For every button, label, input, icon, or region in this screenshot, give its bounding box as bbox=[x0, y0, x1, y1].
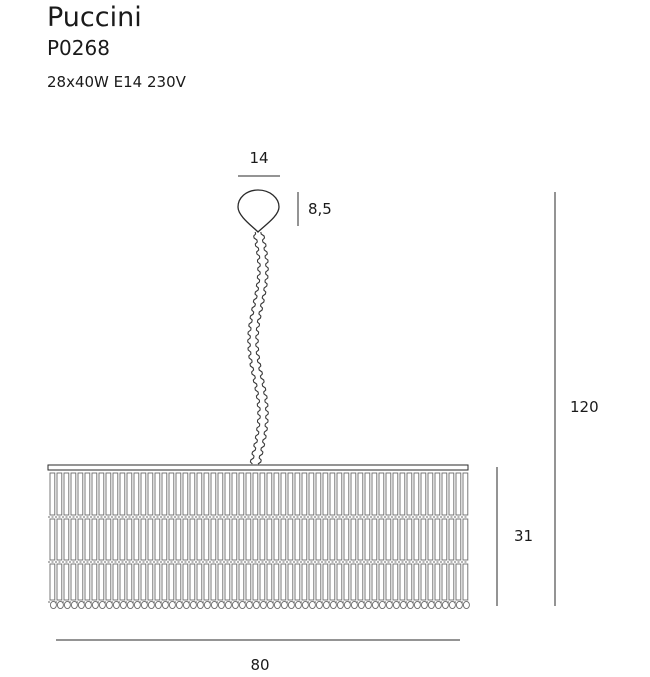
crystal-bar bbox=[414, 473, 419, 515]
crystal-drop bbox=[57, 601, 63, 608]
crystal-bar bbox=[295, 473, 300, 515]
crystal-drop bbox=[260, 601, 266, 608]
crystal-bar bbox=[92, 564, 97, 600]
crystal-drop bbox=[379, 601, 385, 608]
crystal-bar bbox=[176, 519, 181, 560]
canopy-height-dimension bbox=[298, 192, 332, 226]
crystal-bar bbox=[71, 519, 76, 560]
crystal-drop bbox=[239, 601, 245, 608]
crystal-drop bbox=[463, 601, 469, 608]
crystal-drop bbox=[414, 601, 420, 608]
crystal-bar bbox=[232, 564, 237, 600]
crystal-drop bbox=[386, 601, 392, 608]
crystal-drop bbox=[141, 601, 147, 608]
shade-height-dimension bbox=[497, 467, 533, 606]
crystal-drop bbox=[267, 601, 273, 608]
crystal-drop bbox=[169, 601, 175, 608]
crystal-bar bbox=[162, 564, 167, 600]
chain-strand bbox=[256, 232, 268, 464]
crystal-drop bbox=[183, 601, 189, 608]
crystal-drop bbox=[148, 601, 154, 608]
crystal-bar bbox=[456, 473, 461, 515]
crystal-bar bbox=[113, 519, 118, 560]
crystal-bar bbox=[176, 564, 181, 600]
crystal-bar bbox=[379, 473, 384, 515]
crystal-drop bbox=[190, 601, 196, 608]
crystal-bar bbox=[337, 564, 342, 600]
crystal-bar bbox=[379, 564, 384, 600]
crystal-bar bbox=[421, 473, 426, 515]
product-name: Puccini bbox=[47, 2, 142, 33]
crystal-bar bbox=[232, 473, 237, 515]
crystal-bar bbox=[204, 564, 209, 600]
canopy-width-label: 14 bbox=[249, 149, 269, 167]
crystal-drop bbox=[351, 601, 357, 608]
crystal-bar bbox=[449, 519, 454, 560]
crystal-bar bbox=[57, 519, 62, 560]
crystal-bar bbox=[288, 519, 293, 560]
crystal-bar bbox=[393, 564, 398, 600]
crystal-drop bbox=[218, 601, 224, 608]
crystal-bar bbox=[337, 519, 342, 560]
crystal-bar bbox=[106, 473, 111, 515]
crystal-bar bbox=[400, 473, 405, 515]
product-code: P0268 bbox=[47, 36, 110, 60]
crystal-bar bbox=[400, 564, 405, 600]
crystal-bar bbox=[386, 473, 391, 515]
crystal-drop bbox=[400, 601, 406, 608]
crystal-bar bbox=[113, 564, 118, 600]
crystal-bar bbox=[407, 564, 412, 600]
crystal-bar bbox=[365, 473, 370, 515]
crystal-bar bbox=[169, 519, 174, 560]
crystal-bar bbox=[64, 519, 69, 560]
crystal-bar bbox=[295, 564, 300, 600]
crystal-drop bbox=[176, 601, 182, 608]
crystal-bar bbox=[365, 564, 370, 600]
crystal-bar bbox=[281, 519, 286, 560]
crystal-bar bbox=[183, 519, 188, 560]
crystal-bar bbox=[260, 564, 265, 600]
crystal-bar bbox=[435, 564, 440, 600]
crystal-bar bbox=[246, 473, 251, 515]
crystal-bar bbox=[330, 519, 335, 560]
crystal-bar bbox=[435, 519, 440, 560]
shade-width-dimension bbox=[56, 640, 460, 674]
crystal-bar bbox=[78, 564, 83, 600]
crystal-bar bbox=[393, 519, 398, 560]
chain bbox=[248, 232, 268, 464]
crystal-bar bbox=[267, 519, 272, 560]
crystal-drop bbox=[155, 601, 161, 608]
crystal-bar bbox=[400, 519, 405, 560]
crystal-bar bbox=[169, 564, 174, 600]
crystal-bar bbox=[302, 519, 307, 560]
crystal-bar bbox=[260, 519, 265, 560]
crystal-bar bbox=[302, 473, 307, 515]
crystal-drop bbox=[288, 601, 294, 608]
crystal-bar bbox=[295, 519, 300, 560]
crystal-bar bbox=[288, 564, 293, 600]
crystal-bar bbox=[379, 519, 384, 560]
crystal-bar bbox=[71, 473, 76, 515]
crystal-drop bbox=[393, 601, 399, 608]
crystal-drop bbox=[78, 601, 84, 608]
crystal-bar bbox=[148, 473, 153, 515]
crystal-bar bbox=[85, 473, 90, 515]
crystal-bar bbox=[365, 519, 370, 560]
crystal-bar bbox=[351, 519, 356, 560]
crystal-bar bbox=[211, 473, 216, 515]
crystal-bar bbox=[442, 473, 447, 515]
crystal-drop bbox=[113, 601, 119, 608]
crystal-drop bbox=[253, 601, 259, 608]
crystal-drop bbox=[127, 601, 133, 608]
crystal-drop bbox=[274, 601, 280, 608]
crystal-bar bbox=[253, 519, 258, 560]
crystal-bar bbox=[218, 519, 223, 560]
crystal-bar bbox=[351, 564, 356, 600]
crystal-drop bbox=[365, 601, 371, 608]
crystal-bar bbox=[239, 519, 244, 560]
crystal-drop bbox=[435, 601, 441, 608]
crystal-bar bbox=[260, 473, 265, 515]
crystal-bar bbox=[428, 473, 433, 515]
crystal-bar bbox=[358, 564, 363, 600]
crystal-bar bbox=[225, 473, 230, 515]
crystal-bar bbox=[463, 473, 468, 515]
crystal-bar bbox=[344, 564, 349, 600]
crystal-drop bbox=[316, 601, 322, 608]
crystal-bar bbox=[323, 519, 328, 560]
crystal-bar bbox=[407, 519, 412, 560]
crystal-bar bbox=[155, 519, 160, 560]
crystal-bar bbox=[428, 519, 433, 560]
crystal-bar bbox=[225, 564, 230, 600]
crystal-bar bbox=[106, 564, 111, 600]
crystal-bar bbox=[120, 564, 125, 600]
crystal-drop bbox=[211, 601, 217, 608]
crystal-bar bbox=[141, 519, 146, 560]
crystal-bar bbox=[141, 564, 146, 600]
crystal-bar bbox=[99, 473, 104, 515]
crystal-bar bbox=[92, 473, 97, 515]
crystal-bar bbox=[463, 519, 468, 560]
crystal-drop bbox=[204, 601, 210, 608]
crystal-bar bbox=[204, 519, 209, 560]
crystal-bar bbox=[316, 473, 321, 515]
crystal-bar bbox=[141, 473, 146, 515]
crystal-bar bbox=[155, 473, 160, 515]
crystal-bar bbox=[127, 564, 132, 600]
crystal-bar bbox=[330, 473, 335, 515]
crystal-bar bbox=[316, 564, 321, 600]
crystal-bar bbox=[330, 564, 335, 600]
canopy bbox=[238, 190, 279, 232]
crystal-bar bbox=[127, 519, 132, 560]
crystal-drop bbox=[197, 601, 203, 608]
crystal-bar bbox=[246, 564, 251, 600]
crystal-bar bbox=[302, 564, 307, 600]
crystal-drop bbox=[162, 601, 168, 608]
crystal-bar bbox=[57, 473, 62, 515]
crystal-bar bbox=[393, 473, 398, 515]
crystal-bar bbox=[253, 564, 258, 600]
crystal-bar bbox=[323, 564, 328, 600]
crystal-drop bbox=[92, 601, 98, 608]
crystal-bar bbox=[239, 564, 244, 600]
crystal-bar bbox=[274, 473, 279, 515]
crystal-drop bbox=[449, 601, 455, 608]
crystal-bar bbox=[449, 564, 454, 600]
crystal-bar bbox=[421, 519, 426, 560]
crystal-drop bbox=[50, 601, 56, 608]
crystal-drop bbox=[337, 601, 343, 608]
crystal-bar bbox=[78, 519, 83, 560]
crystal-drop bbox=[232, 601, 238, 608]
crystal-bar bbox=[435, 473, 440, 515]
crystal-bar bbox=[71, 564, 76, 600]
crystal-bar bbox=[372, 519, 377, 560]
crystal-bar bbox=[372, 564, 377, 600]
crystal-drop bbox=[71, 601, 77, 608]
crystal-bar bbox=[162, 519, 167, 560]
crystal-bar bbox=[463, 564, 468, 600]
crystal-bar bbox=[337, 473, 342, 515]
crystal-bar bbox=[281, 564, 286, 600]
crystal-bar bbox=[183, 473, 188, 515]
crystal-drop bbox=[309, 601, 315, 608]
crystal-bar bbox=[57, 564, 62, 600]
crystal-drop bbox=[330, 601, 336, 608]
crystal-drop bbox=[120, 601, 126, 608]
crystal-bar bbox=[358, 473, 363, 515]
crystal-bar bbox=[99, 519, 104, 560]
crystal-bar bbox=[85, 519, 90, 560]
crystal-drop bbox=[64, 601, 70, 608]
crystal-drop bbox=[442, 601, 448, 608]
shade-top-rim bbox=[48, 465, 468, 470]
crystal-bar bbox=[134, 473, 139, 515]
crystal-bar bbox=[169, 473, 174, 515]
crystal-drop bbox=[358, 601, 364, 608]
crystal-bar bbox=[155, 564, 160, 600]
crystal-bar bbox=[127, 473, 132, 515]
crystal-drop bbox=[372, 601, 378, 608]
crystal-drop bbox=[225, 601, 231, 608]
crystal-bar bbox=[253, 473, 258, 515]
crystal-bar bbox=[204, 473, 209, 515]
crystal-bar bbox=[309, 473, 314, 515]
crystal-bar bbox=[414, 564, 419, 600]
crystal-drop bbox=[134, 601, 140, 608]
crystal-bar bbox=[148, 519, 153, 560]
crystal-bar bbox=[442, 519, 447, 560]
crystal-drop bbox=[106, 601, 112, 608]
crystal-bar bbox=[162, 473, 167, 515]
crystal-drop bbox=[281, 601, 287, 608]
crystal-bar bbox=[274, 564, 279, 600]
crystal-bar bbox=[190, 564, 195, 600]
crystal-bar bbox=[456, 564, 461, 600]
crystal-bar bbox=[358, 519, 363, 560]
total-height-label: 120 bbox=[570, 398, 599, 416]
crystal-bar bbox=[442, 564, 447, 600]
crystal-bar bbox=[50, 564, 55, 600]
crystal-drop bbox=[456, 601, 462, 608]
crystal-bar bbox=[421, 564, 426, 600]
crystal-drop bbox=[295, 601, 301, 608]
crystal-drop bbox=[421, 601, 427, 608]
crystal-bar bbox=[85, 564, 90, 600]
crystal-bar bbox=[197, 564, 202, 600]
crystal-bar bbox=[113, 473, 118, 515]
crystal-bar bbox=[316, 519, 321, 560]
crystal-bar bbox=[211, 564, 216, 600]
crystal-bar bbox=[183, 564, 188, 600]
crystal-bar bbox=[351, 473, 356, 515]
crystal-bar bbox=[386, 564, 391, 600]
crystal-bar bbox=[218, 564, 223, 600]
crystal-bar bbox=[99, 564, 104, 600]
crystal-bar bbox=[344, 519, 349, 560]
crystal-drop bbox=[85, 601, 91, 608]
crystal-bar bbox=[323, 473, 328, 515]
crystal-bar bbox=[267, 473, 272, 515]
crystal-drop bbox=[407, 601, 413, 608]
crystal-bar bbox=[197, 473, 202, 515]
canopy-height-label: 8,5 bbox=[308, 200, 332, 218]
shade-width-label: 80 bbox=[250, 656, 270, 674]
crystal-bar bbox=[120, 519, 125, 560]
crystal-bar bbox=[218, 473, 223, 515]
crystal-bar bbox=[190, 473, 195, 515]
shade-crystals bbox=[48, 473, 469, 609]
crystal-bar bbox=[190, 519, 195, 560]
product-spec: 28x40W E14 230V bbox=[47, 73, 186, 91]
crystal-bar bbox=[225, 519, 230, 560]
crystal-bar bbox=[344, 473, 349, 515]
crystal-bar bbox=[428, 564, 433, 600]
crystal-bar bbox=[92, 519, 97, 560]
crystal-bar bbox=[414, 519, 419, 560]
crystal-bar bbox=[309, 564, 314, 600]
crystal-drop bbox=[302, 601, 308, 608]
crystal-bar bbox=[232, 519, 237, 560]
crystal-bar bbox=[148, 564, 153, 600]
crystal-bar bbox=[309, 519, 314, 560]
canopy-width-dimension bbox=[238, 149, 280, 176]
crystal-bar bbox=[50, 519, 55, 560]
crystal-bar bbox=[64, 564, 69, 600]
crystal-bar bbox=[288, 473, 293, 515]
crystal-bar bbox=[134, 564, 139, 600]
crystal-bar bbox=[274, 519, 279, 560]
crystal-drop bbox=[323, 601, 329, 608]
crystal-bar bbox=[50, 473, 55, 515]
crystal-bar bbox=[449, 473, 454, 515]
crystal-bar bbox=[120, 473, 125, 515]
crystal-bar bbox=[134, 519, 139, 560]
crystal-drop bbox=[99, 601, 105, 608]
crystal-drop bbox=[344, 601, 350, 608]
crystal-bar bbox=[407, 473, 412, 515]
crystal-bar bbox=[267, 564, 272, 600]
crystal-bar bbox=[176, 473, 181, 515]
crystal-bar bbox=[386, 519, 391, 560]
crystal-bar bbox=[78, 473, 83, 515]
crystal-bar bbox=[197, 519, 202, 560]
crystal-bar bbox=[372, 473, 377, 515]
crystal-drop bbox=[246, 601, 252, 608]
crystal-bar bbox=[456, 519, 461, 560]
crystal-bar bbox=[246, 519, 251, 560]
crystal-bar bbox=[64, 473, 69, 515]
crystal-bar bbox=[106, 519, 111, 560]
shade-height-label: 31 bbox=[514, 527, 534, 545]
total-height-dimension bbox=[555, 192, 599, 606]
crystal-bar bbox=[281, 473, 286, 515]
crystal-bar bbox=[239, 473, 244, 515]
crystal-drop bbox=[428, 601, 434, 608]
crystal-bar bbox=[211, 519, 216, 560]
